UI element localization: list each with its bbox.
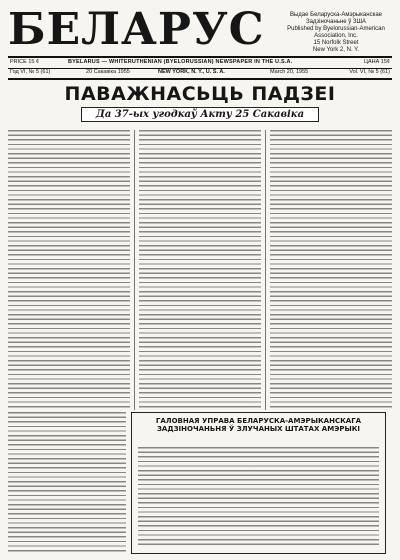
issue-date-by: 20 Сакавіка 1955 xyxy=(86,69,130,75)
cost-label: ЦАНА 15¢ xyxy=(363,59,390,65)
publisher-info xyxy=(286,12,386,54)
box-title: ГАЛОВНАЯ УПРАВА БЕЛАРУСКА-АМЭРЫКАНСКАГА ЗАДЗІНОЧАНЬНЯ Ў ЗЛУЧАНЫХ ШТАТАХ АМЭРЫКІ xyxy=(155,417,362,433)
publisher-line: New York 2, N. Y. xyxy=(312,47,360,53)
newspaper-tagline: BYELARUS — WHITERUTHENIAN (BYELORUSSIAN) NEWSPAPER IN THE U.S.A. xyxy=(68,59,293,65)
article-column xyxy=(270,130,392,410)
box-body-text xyxy=(138,447,379,547)
column-divider xyxy=(265,130,266,410)
article-column-continued xyxy=(8,412,126,552)
masthead-title: БЕЛАРУС xyxy=(8,4,265,55)
issue-date-en: March 20, 1955 xyxy=(270,69,309,75)
publisher-line: Задзіночаньне ў ЗША xyxy=(305,19,367,25)
issue-number-by: Год VI, № 5 (61) xyxy=(10,69,51,75)
boxed-announcement xyxy=(131,412,386,554)
article-column xyxy=(8,130,130,410)
issue-number-en: Vol. VI, № 5 (61) xyxy=(349,69,390,75)
headline-subtitle: Да 37-ых угодкаў Акту 25 Сакавіка xyxy=(81,107,319,122)
city-label: NEW YORK, N. Y., U. S. A. xyxy=(158,69,225,75)
body-text xyxy=(8,130,130,410)
body-text xyxy=(270,130,392,410)
headline-main: ПАВАЖНАСЬЦЬ ПАДЗЕІ xyxy=(64,83,336,105)
price-label: PRICE 15 ¢ xyxy=(10,59,40,65)
date-bar xyxy=(8,68,392,80)
publisher-line: Published by Byelorussian-American xyxy=(287,26,385,32)
headline xyxy=(8,84,392,124)
body-text xyxy=(139,130,261,410)
article-columns xyxy=(8,130,392,410)
article-column xyxy=(139,130,261,410)
publisher-line: Выдае Беларуска-Амэрыканскае xyxy=(289,12,383,18)
publisher-line: 15 Norfolk Street xyxy=(313,40,359,46)
publisher-line: Association, Inc. xyxy=(314,33,358,39)
masthead xyxy=(8,6,392,54)
column-divider xyxy=(134,130,135,410)
